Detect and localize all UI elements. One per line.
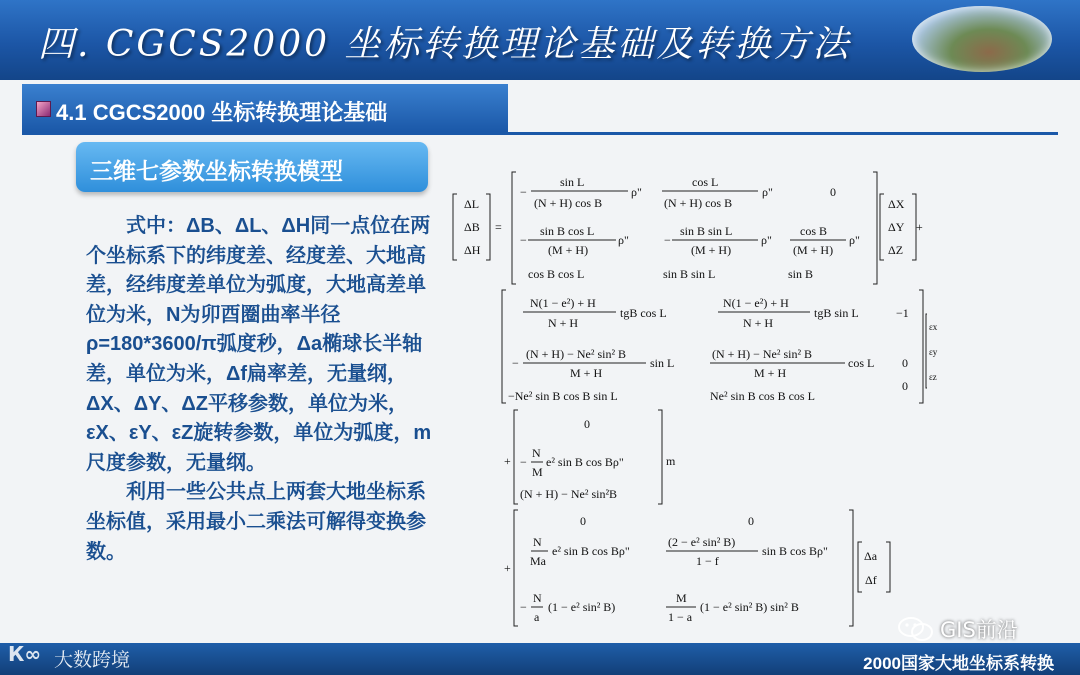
v2-ez: εz [929, 372, 937, 382]
m2-r1c2-den: N + H [743, 316, 774, 330]
m1-rho: ρ" [761, 233, 772, 247]
m2-r1c2-tail: tgB sin L [814, 306, 859, 320]
svg-text:−: − [664, 233, 671, 247]
lhs-dh: ΔH [464, 243, 481, 257]
v2-ex: εx [929, 322, 938, 332]
m3-r3: (N + H) − Ne² sin²B [520, 487, 618, 501]
m2-r1c2-num: N(1 − e²) + H [723, 296, 789, 310]
m3-r2-den: M [532, 465, 543, 479]
description-text [86, 212, 441, 567]
m4-r3c2-tail: (1 − e² sin² B) sin² B [700, 600, 799, 614]
m2-r1c1-num: N(1 − e²) + H [530, 296, 596, 310]
description-paragraph-2: 利用一些公共点上两套大地坐标系坐标值，采用最小二乘法可解得变换参数。 [86, 481, 426, 563]
formula-svg [448, 160, 938, 630]
watermark-right-text: GIS前沿 [940, 618, 1018, 642]
svg-text:−: − [520, 600, 527, 614]
m2-r3c2: Ne² sin B cos B cos L [710, 389, 815, 403]
m2-r1c3: −1 [896, 306, 909, 320]
m1-r2c3-den: (M + H) [793, 243, 834, 257]
m2-r2c2-num: (N + H) − Ne² sin² B [712, 347, 813, 361]
section-title: 4.1 CGCS2000 坐标转换理论基础 [56, 100, 388, 125]
m2-r2c2-tail: cos L [848, 356, 875, 370]
m2-r2c1-num: (N + H) − Ne² sin² B [526, 347, 627, 361]
m2-r2c1-den: M + H [570, 366, 603, 380]
svg-text:+: + [504, 454, 511, 468]
svg-text:=: = [495, 220, 502, 234]
m1-rho: ρ" [618, 233, 629, 247]
m2-r3c3: 0 [902, 379, 908, 393]
m3-r1: 0 [584, 417, 590, 431]
svg-text:+: + [916, 220, 923, 234]
footer-title: 2000国家大地坐标系转换 [863, 654, 1054, 673]
m2-r2c3: 0 [902, 356, 908, 370]
svg-text:−: − [520, 233, 527, 247]
m1-r2c1-num: sin B cos L [540, 224, 595, 238]
m1-r2c2-num: sin B sin L [680, 224, 733, 238]
page-title: 四. CGCS2000 坐标转换理论基础及转换方法 [38, 24, 852, 65]
m1-rho: ρ" [631, 185, 642, 199]
m2-r3c1: −Ne² sin B cos B sin L [508, 389, 618, 403]
m4-r2c1-tail: e² sin B cos Bρ" [552, 544, 630, 558]
watermark-right [896, 610, 1056, 646]
v1-dz: ΔZ [888, 243, 904, 257]
m1-r1c2-den: (N + H) cos B [664, 196, 733, 210]
model-label: 三维七参数坐标转换模型 [90, 158, 343, 184]
m1-r3c3: sin B [788, 267, 814, 281]
v2-ey: εy [929, 347, 938, 357]
m4-r3c2-num: M [676, 591, 687, 605]
svg-text:−: − [520, 455, 527, 469]
m1-r3c2: sin B sin L [663, 267, 716, 281]
m3-r2-tail: e² sin B cos Bρ" [546, 455, 624, 469]
m4-r2c2-tail: sin B cos Bρ" [762, 544, 828, 558]
m3-r2-num: N [532, 446, 541, 460]
m1-r1c1-num: sin L [560, 175, 585, 189]
section-divider [22, 132, 1058, 135]
bullet-icon [36, 101, 51, 117]
watermark-left-text: 大数跨境 [54, 649, 131, 671]
m2-r1c1-tail: tgB cos L [620, 306, 667, 320]
m1-r1c3: 0 [830, 185, 836, 199]
m4-r3c2-den: 1 − a [668, 610, 693, 624]
m1-r1c1-den: (N + H) cos B [534, 196, 603, 210]
m1-r2c1-den: (M + H) [548, 243, 589, 257]
m4-r2c1-den: Ma [530, 554, 546, 568]
watermark-left [8, 640, 158, 670]
m1-r2c3-num: cos B [800, 224, 827, 238]
m4-r1c1: 0 [580, 514, 586, 528]
m2-r1c1-den: N + H [548, 316, 579, 330]
m1-rho: ρ" [849, 233, 860, 247]
v1-dy: ΔY [888, 220, 905, 234]
m4-r3c1-den: a [534, 610, 540, 624]
m4-r3c1-num: N [533, 591, 542, 605]
svg-text:−: − [512, 356, 519, 370]
v4-df: Δf [865, 573, 877, 587]
m4-r2c2-num: (2 − e² sin² B) [668, 535, 736, 549]
m1-r1c2-num: cos L [692, 175, 719, 189]
brand-logo-icon: К∞ [8, 642, 42, 666]
m2-r2c2-den: M + H [754, 366, 787, 380]
m1-r3c1: cos B cos L [528, 267, 585, 281]
conversion-formula [448, 160, 938, 630]
lhs-db: ΔB [464, 220, 480, 234]
header-photo [912, 6, 1052, 72]
m4-r2c1-num: N [533, 535, 542, 549]
wechat-icon [896, 614, 936, 644]
description-paragraph-1: 式中：ΔB、ΔL、ΔH同一点位在两个坐标系下的纬度差、经度差、大地高差，经纬度差单位为弧度，大地高差单位为米，N为卯酉圈曲率半径ρ=180*3600/π弧度秒，Δa椭球长半轴差，单位为米，Δf扁率差，无量纲，ΔX、ΔY、ΔZ平移参数，单位为米，εX、εY、εZ旋转参数，单位为弧度，m尺度参数，无量纲。 [86, 215, 432, 474]
m1-r2c2-den: (M + H) [691, 243, 732, 257]
m4-r3c1-tail: (1 − e² sin² B) [548, 600, 616, 614]
m3-scale: m [666, 454, 676, 468]
m1-rho: ρ" [762, 185, 773, 199]
lhs-dl: ΔL [464, 197, 480, 211]
m4-r2c2-den: 1 − f [696, 554, 719, 568]
m4-r1c2: 0 [748, 514, 754, 528]
m2-r2c1-tail: sin L [650, 356, 675, 370]
svg-text:−: − [520, 185, 527, 199]
v1-dx: ΔX [888, 197, 905, 211]
svg-text:+: + [504, 561, 511, 575]
v4-da: Δa [864, 549, 878, 563]
